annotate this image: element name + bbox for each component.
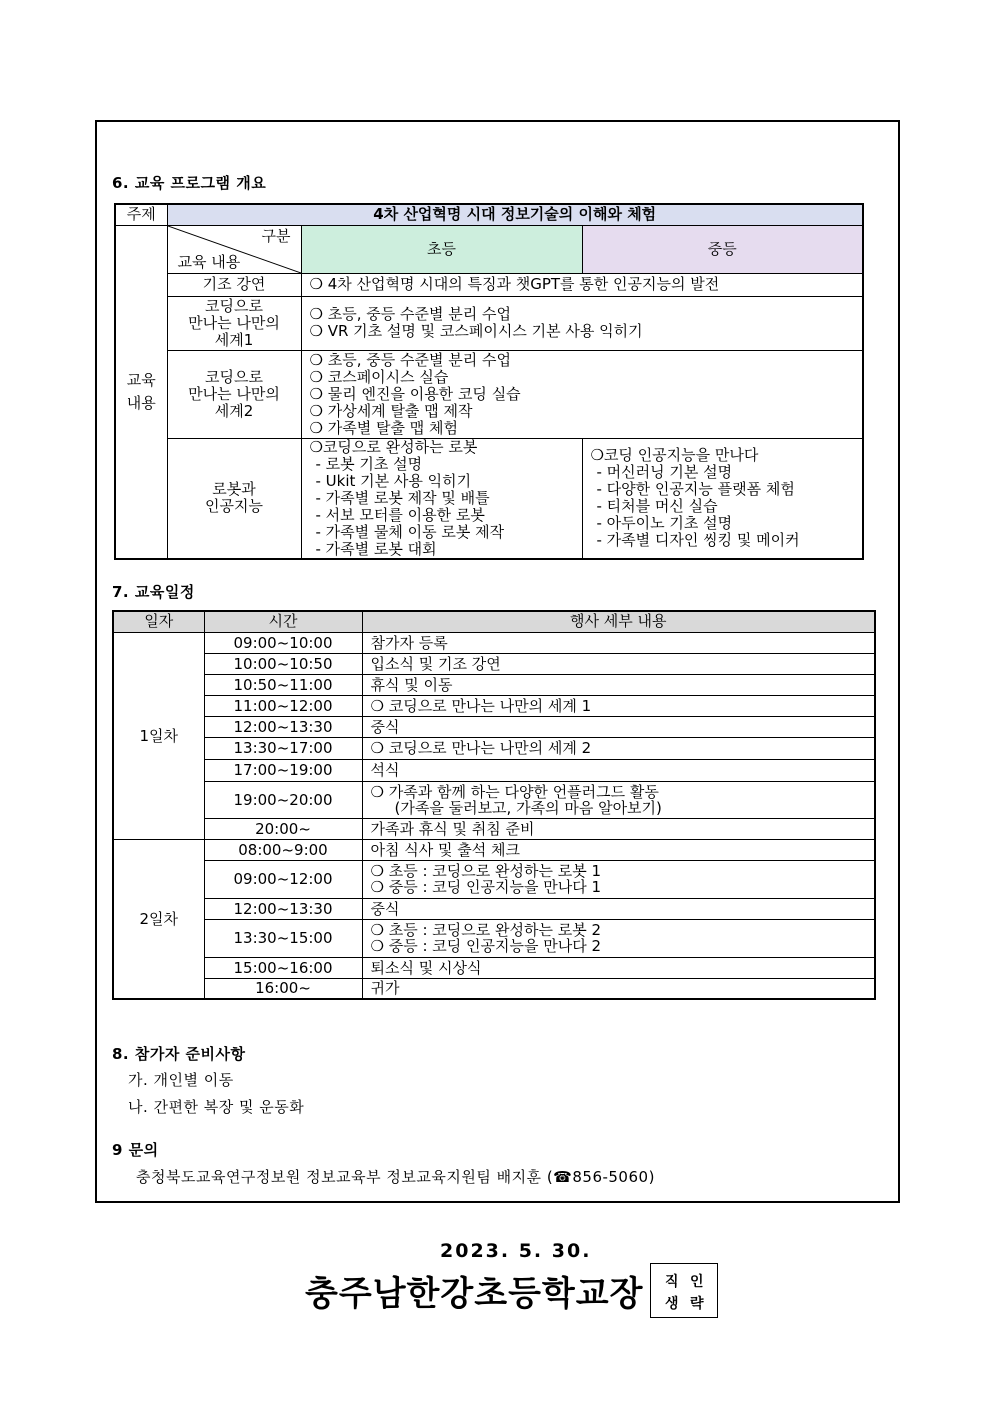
- bullet-item: ❍ 가상세계 탈출 맵 제작: [309, 401, 473, 420]
- day-2-label: 2일차: [113, 839, 204, 999]
- header-detail: 행사 세부 내용: [362, 611, 875, 632]
- detail-line: ❍ 중등 : 코딩 인공지능을 만나다 1: [370, 878, 602, 896]
- sub-item: - 가족별 로봇 대회: [315, 539, 437, 558]
- theme-value: 4차 산업혁명 시대 정보기술의 이해와 체험: [167, 204, 863, 225]
- detail-line: ❍ 초등 : 코딩으로 완성하는 로봇 2: [370, 921, 602, 939]
- sub-item: - 가족별 물체 이동 로봇 제작: [315, 522, 505, 541]
- detail-line: ❍ 가족과 함께 하는 다양한 언플러그드 활동: [370, 782, 659, 801]
- stamp-char: 인: [690, 1274, 704, 1290]
- time-cell: 09:00~12:00: [204, 860, 362, 898]
- detail-cell: 귀가: [362, 978, 875, 999]
- detail-cell: 아침 식사 및 출석 체크: [362, 839, 875, 860]
- stamp-char: 직: [665, 1274, 679, 1290]
- time-cell: 15:00~16:00: [204, 957, 362, 978]
- row-content: [301, 296, 863, 350]
- section-8-title: 8. 참가자 준비사항: [112, 1045, 246, 1063]
- issue-date: 2023. 5. 30.: [440, 1240, 592, 1262]
- prep-item: 나. 간편한 복장 및 운동화: [128, 1098, 305, 1116]
- row-name-line: 세계1: [214, 330, 254, 349]
- header-time: 시간: [204, 611, 362, 632]
- time-cell: 09:00~10:00: [204, 632, 362, 653]
- time-cell: 20:00~: [204, 818, 362, 839]
- stamp-char: 생: [665, 1296, 679, 1312]
- time-cell: 12:00~13:30: [204, 898, 362, 919]
- bullet-item: ❍ 초등, 중등 수준별 분리 수업: [309, 305, 511, 323]
- detail-cell: [362, 781, 875, 818]
- sub-item: - 다양한 인공지능 플랫폼 체험: [596, 480, 795, 499]
- time-cell: 19:00~20:00: [204, 781, 362, 818]
- bullet-item: ❍ 초등, 중등 수준별 분리 수업: [309, 350, 511, 369]
- bullet-item: ❍ 코스페이시스 실습: [309, 367, 449, 386]
- col-elementary: 초등: [301, 225, 582, 273]
- stamp-char: 략: [690, 1296, 704, 1312]
- sub-item: - Ukit 기본 사용 익히기: [315, 471, 472, 490]
- detail-line: ❍ 중등 : 코딩 인공지능을 만나다 2: [370, 937, 602, 955]
- time-cell: 10:50~11:00: [204, 674, 362, 695]
- row-content: [301, 350, 863, 438]
- time-cell: 17:00~19:00: [204, 759, 362, 781]
- detail-cell: 휴식 및 이동: [362, 674, 875, 695]
- detail-cell: 가족과 휴식 및 취침 준비: [362, 818, 875, 839]
- section-6-title: 6. 교육 프로그램 개요: [112, 174, 267, 192]
- detail-cell: ❍ 코딩으로 만나는 나만의 세계 1: [362, 695, 875, 716]
- diagonal-header-cell: [167, 225, 301, 273]
- gubun-label: 구분: [261, 226, 291, 245]
- row-name-line: 만나는 나만의: [188, 384, 280, 403]
- theme-label: 주제: [115, 204, 167, 225]
- bullet-item: ❍ 물리 엔진을 이용한 코딩 실습: [309, 384, 521, 403]
- time-cell: 13:30~15:00: [204, 919, 362, 957]
- row-content: ❍ 4차 산업혁명 시대의 특징과 챗GPT를 통한 인공지능의 발전: [301, 273, 863, 296]
- row-name-line: 코딩으로: [205, 296, 263, 315]
- detail-cell: [362, 919, 875, 957]
- col-middle: 중등: [582, 225, 863, 273]
- time-cell: 10:00~10:50: [204, 653, 362, 674]
- school-principal: 충주남한강초등학교장: [305, 1274, 644, 1314]
- bullet-item: ❍코딩으로 완성하는 로봇: [309, 437, 478, 456]
- schedule-table: [112, 610, 876, 1000]
- day-1-label: 1일차: [113, 632, 204, 839]
- time-cell: 11:00~12:00: [204, 695, 362, 716]
- section-9-title: 9 문의: [112, 1141, 159, 1159]
- row-name: [167, 438, 301, 559]
- sub-item: - 티처블 머신 실습: [596, 497, 718, 516]
- row-name-line: 코딩으로: [205, 367, 263, 386]
- bullet-item: ❍ VR 기초 설명 및 코스페이시스 기본 사용 익히기: [309, 322, 643, 340]
- sub-item: - 아두이노 기초 설명: [596, 514, 733, 533]
- detail-line: ❍ 초등 : 코딩으로 완성하는 로봇 1: [370, 862, 602, 880]
- time-cell: 13:30~17:00: [204, 737, 362, 759]
- content-label: 교육 내용: [177, 252, 241, 271]
- row-name-line: 세계2: [214, 401, 254, 420]
- prep-item: 가. 개인별 이동: [128, 1071, 234, 1089]
- time-cell: 16:00~: [204, 978, 362, 999]
- detail-cell: 석식: [362, 759, 875, 781]
- detail-cell: 참가자 등록: [362, 632, 875, 653]
- detail-cell: 중식: [362, 898, 875, 919]
- seal-omitted-box: [650, 1263, 718, 1318]
- side-label-line: 교육: [126, 370, 156, 389]
- sub-item: - 가족별 로봇 제작 및 배틀: [315, 488, 490, 507]
- row-name-line: 만나는 나만의: [188, 313, 280, 332]
- sub-item: - 머신러닝 기본 설명: [596, 463, 733, 482]
- row-name: 기조 강연: [167, 273, 301, 296]
- row-name: [167, 296, 301, 350]
- row-name-line: 로봇과: [212, 480, 256, 499]
- contact-info: 충청북도교육연구정보원 정보교육부 정보교육지원팀 배지훈 (☎856-5060): [136, 1168, 655, 1186]
- detail-cell: 중식: [362, 716, 875, 737]
- time-cell: 08:00~9:00: [204, 839, 362, 860]
- middle-content: [582, 438, 863, 559]
- sub-item: - 가족별 디자인 씽킹 및 메이커: [596, 531, 800, 550]
- side-label-line: 내용: [126, 393, 156, 412]
- detail-cell: 입소식 및 기조 강연: [362, 653, 875, 674]
- sub-item: - 서보 모터를 이용한 로봇: [315, 505, 485, 524]
- detail-line: (가족을 둘러보고, 가족의 마음 알아보기): [394, 798, 662, 817]
- detail-cell: 퇴소식 및 시상식: [362, 957, 875, 978]
- side-label: [115, 225, 167, 559]
- row-name-line: 인공지능: [205, 497, 263, 516]
- sub-item: - 로봇 기초 설명: [315, 454, 423, 473]
- section-7-title: 7. 교육일정: [112, 583, 195, 601]
- bullet-item: ❍코딩 인공지능을 만나다: [590, 446, 759, 465]
- header-date: 일자: [113, 611, 204, 632]
- detail-cell: [362, 860, 875, 898]
- row-name: [167, 350, 301, 438]
- program-overview-table: [114, 203, 864, 560]
- time-cell: 12:00~13:30: [204, 716, 362, 737]
- elementary-content: [301, 438, 582, 559]
- bullet-item: ❍ 가족별 탈출 맵 체험: [309, 418, 458, 437]
- detail-cell: ❍ 코딩으로 만나는 나만의 세계 2: [362, 737, 875, 759]
